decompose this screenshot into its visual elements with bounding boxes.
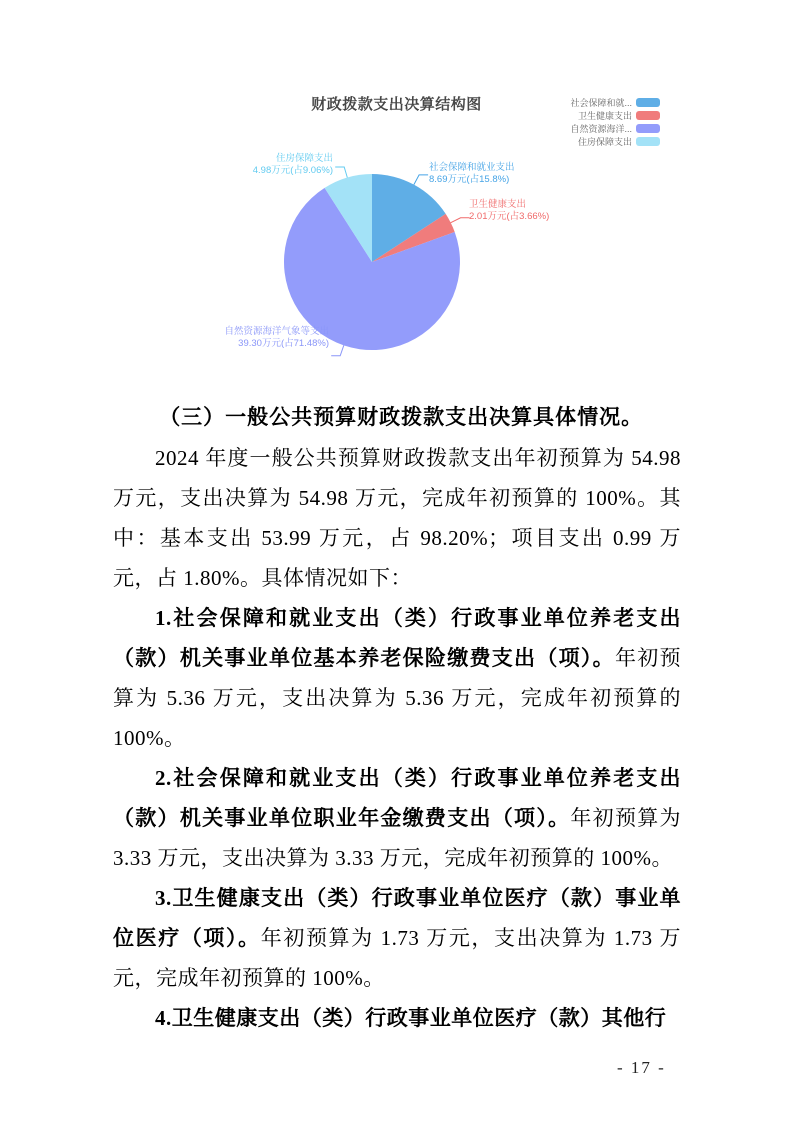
- paragraph: [113, 878, 681, 998]
- paragraph-text-run: 2024 年度一般公共预算财政拨款支出年初预算为 54.98 万元，支出决算为 54.98 万元，完成年初预算的 100%。其中：基本支出 53.99 万元，占 98.20%；项目支出 0.99 万元，占 1.80%。具体情况如下：: [113, 446, 681, 590]
- paragraph: [113, 998, 681, 1038]
- paragraph: [113, 758, 681, 878]
- pie-label-natural-resources: [201, 326, 329, 350]
- paragraph-bold-run: 2.社会保障和就业支出（类）行政事业单位养老支出（款）机关事业单位职业年金缴费支出（项）。: [113, 766, 681, 830]
- paragraph-text-run: 年初预算为 5.36 万元，支出决算为 5.36 万元，完成年初预算的 100%。: [113, 646, 682, 750]
- pie-label-health: [469, 199, 549, 223]
- page-number: - 17 -: [617, 1058, 666, 1077]
- paragraph-bold-run: 4.卫生健康支出（类）行政事业单位医疗（款）其他行: [155, 1006, 667, 1030]
- pie-label-name: 社会保障和就业支出: [429, 162, 515, 173]
- section-heading: （三）一般公共预算财政拨款支出决算具体情况。: [159, 405, 644, 429]
- pie-label-housing: [229, 153, 333, 177]
- legend-label: 社会保障和就...: [570, 98, 632, 108]
- pie-label-value: 2.01万元(占3.66%): [469, 211, 550, 222]
- legend-label: 住房保障支出: [577, 137, 632, 147]
- paragraph-bold-run: 3.卫生健康支出（类）行政事业单位医疗（款）事业单位医疗（项）。: [113, 886, 681, 950]
- paragraph: [113, 438, 681, 598]
- legend-label: 自然资源海洋...: [570, 124, 632, 134]
- pie-label-social-security: [429, 162, 515, 186]
- paragraph-text-run: 年初预算为 3.33 万元，支出决算为 3.33 万元，完成年初预算的 100%。: [113, 806, 682, 870]
- chart-title: 财政拨款支出决算结构图: [311, 96, 482, 113]
- pie-label-name: 自然资源海洋气象等支出: [224, 326, 329, 337]
- pie-label-value: 4.98万元(占9.06%): [252, 165, 333, 176]
- legend-label: 卫生健康支出: [577, 111, 632, 121]
- pie-label-value: 39.30万元(占71.48%): [238, 338, 329, 349]
- paragraph-bold-run: 1.社会保障和就业支出（类）行政事业单位养老支出（款）机关事业单位基本养老保险缴费支出（项）。: [113, 606, 681, 670]
- pie-label-name: 住房保障支出: [275, 153, 333, 164]
- pie-label-name: 卫生健康支出: [469, 199, 527, 210]
- paragraph: [113, 598, 681, 758]
- pie-chart: [0, 0, 793, 380]
- pie-label-value: 8.69万元(占15.8%): [429, 174, 510, 185]
- document-body: [113, 396, 681, 1038]
- paragraph-text-run: 年初预算为 1.73 万元，支出决算为 1.73 万元，完成年初预算的 100%。: [113, 926, 682, 990]
